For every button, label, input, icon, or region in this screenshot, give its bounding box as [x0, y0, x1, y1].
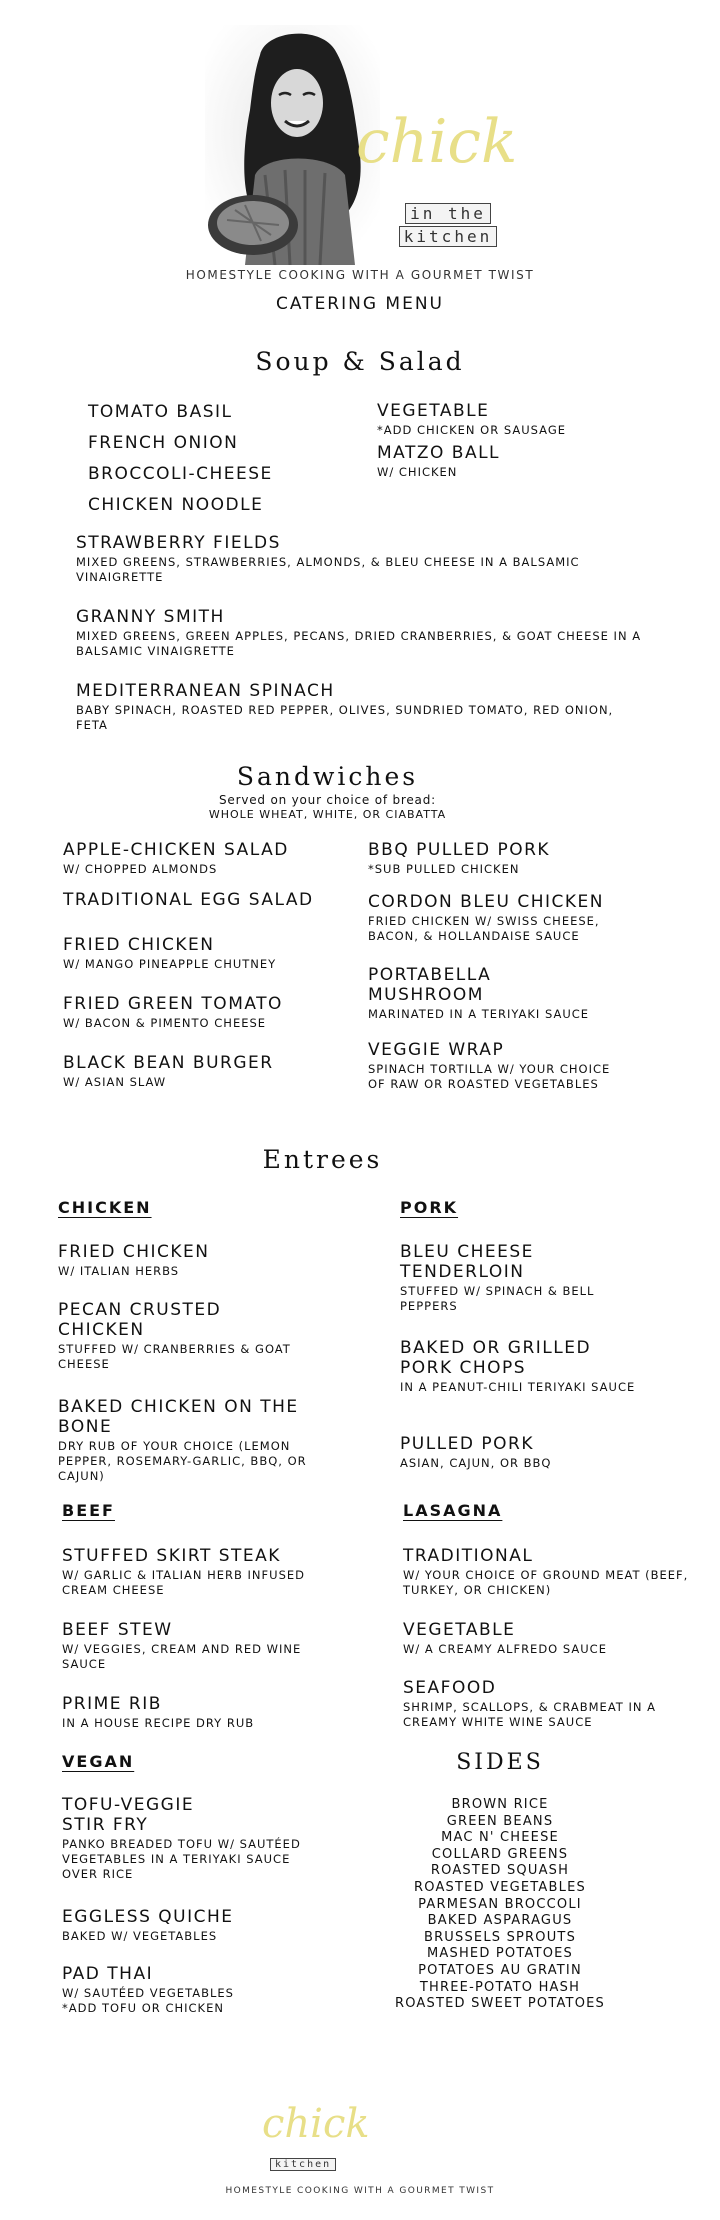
sandwich-item — [63, 1053, 353, 1090]
soup-matzo-name: MATZO BALL — [377, 443, 501, 463]
entree-desc: IN A HOUSE RECIPE DRY RUB — [62, 1716, 255, 1730]
sandwich-name: FRIED CHICKEN — [63, 935, 215, 955]
sides-list — [370, 1797, 630, 2013]
salad-name: STRAWBERRY FIELDS — [76, 533, 281, 553]
sandwich-desc: W/ MANGO PINEAPPLE CHUTNEY — [63, 957, 277, 971]
chicken-heading: CHICKEN — [58, 1198, 152, 1217]
sandwich-name: FRIED GREEN TOMATO — [63, 994, 283, 1014]
entree-name: SEAFOOD — [403, 1678, 497, 1698]
sandwich-name: BBQ PULLED PORK — [368, 840, 551, 860]
chef-photo — [205, 25, 380, 265]
entree-desc: ASIAN, CAJUN, OR BBQ — [400, 1456, 552, 1470]
sandwiches-title: Sandwiches — [236, 762, 419, 791]
side-item: ROASTED SQUASH — [430, 1863, 570, 1879]
entree-item — [62, 1546, 332, 1620]
entree-desc: W/ ITALIAN HERBS — [58, 1264, 180, 1278]
entree-desc: W/ A CREAMY ALFREDO SAUCE — [403, 1642, 607, 1656]
entree-desc: DRY RUB OF YOUR CHOICE (LEMON PEPPER, ROSEMARY-GARLIC, BBQ, OR CAJUN) — [58, 1439, 307, 1483]
logo-stamp-line2: kitchen — [399, 226, 497, 247]
side-item: GREEN BEANS — [446, 1813, 554, 1829]
entree-desc: W/ VEGGIES, CREAM AND RED WINE SAUCE — [62, 1642, 302, 1671]
salad-desc: MIXED GREENS, STRAWBERRIES, ALMONDS, & BLEU CHEESE IN A BALSAMIC VINAIGRETTE — [76, 555, 580, 584]
sandwich-desc: *SUB PULLED CHICKEN — [368, 862, 520, 876]
entree-name: STUFFED SKIRT STEAK — [62, 1546, 281, 1566]
side-item: MASHED POTATOES — [426, 1946, 574, 1962]
sandwich-name: VEGGIE WRAP — [368, 1040, 505, 1060]
soups-left-list — [88, 402, 273, 515]
logo-script-chick: chick — [356, 107, 518, 177]
entree-item — [62, 1907, 322, 1964]
entree-desc: IN A PEANUT-CHILI TERIYAKI SAUCE — [400, 1380, 636, 1394]
menu-title: CATERING MENU — [276, 294, 444, 314]
sandwiches-bread-options: WHOLE WHEAT, WHITE, OR CIABATTA — [208, 808, 447, 821]
entree-item — [403, 1546, 693, 1620]
entree-name: PRIME RIB — [62, 1694, 162, 1714]
side-item: BROWN RICE — [451, 1797, 549, 1812]
entree-item — [58, 1300, 318, 1397]
pork-list — [400, 1242, 670, 1471]
logo-stamp — [368, 203, 528, 247]
side-item: COLLARD GREENS — [431, 1846, 569, 1862]
sides-title: SIDES — [456, 1750, 544, 1775]
entree-name: BAKED OR GRILLED PORK CHOPS — [400, 1338, 592, 1378]
soup-vegetable — [377, 401, 566, 438]
entree-name: PULLED PORK — [400, 1434, 534, 1454]
entree-item — [58, 1397, 318, 1484]
entree-desc: BAKED W/ VEGETABLES — [62, 1929, 218, 1943]
entree-name: TOFU-VEGGIE STIR FRY — [62, 1795, 195, 1835]
chicken-list — [58, 1242, 318, 1484]
entree-desc: STUFFED W/ CRANBERRIES & GOAT CHEESE — [58, 1342, 291, 1371]
side-item: ROASTED VEGETABLES — [414, 1879, 586, 1895]
entree-name: VEGETABLE — [403, 1620, 516, 1640]
entree-item — [400, 1242, 670, 1338]
sandwich-desc: W/ ASIAN SLAW — [63, 1075, 167, 1089]
salad-mediterranean — [76, 681, 616, 733]
entree-name: BEEF STEW — [62, 1620, 173, 1640]
sandwich-item — [368, 840, 653, 892]
entree-item — [62, 1795, 322, 1907]
side-item: BAKED ASPARAGUS — [427, 1913, 573, 1929]
pork-heading: PORK — [400, 1198, 459, 1217]
entree-item — [62, 1694, 332, 1731]
sandwich-item — [63, 935, 353, 994]
sandwich-item — [63, 890, 353, 935]
sandwich-item — [368, 965, 653, 1040]
entree-item — [403, 1620, 693, 1678]
footer-logo-script: chick — [262, 2101, 370, 2147]
entree-desc: W/ GARLIC & ITALIAN HERB INFUSED CREAM CHEESE — [62, 1568, 305, 1597]
side-item: PARMESAN BROCCOLI — [418, 1896, 582, 1912]
soup-item: BROCCOLI-CHEESE — [88, 464, 273, 484]
header-tagline: HOMESTYLE COOKING WITH A GOURMET TWIST — [185, 268, 535, 282]
entree-item — [62, 1964, 322, 2016]
salad-granny-smith — [76, 607, 666, 659]
entree-name: EGGLESS QUICHE — [62, 1907, 234, 1927]
soup-matzo-desc: W/ CHICKEN — [377, 465, 458, 479]
beef-list — [62, 1546, 332, 1731]
sandwich-name: APPLE-CHICKEN SALAD — [63, 840, 289, 860]
entree-desc: SHRIMP, SCALLOPS, & CRABMEAT IN A CREAMY WHITE WINE SAUCE — [403, 1700, 656, 1729]
side-item: POTATOES AU GRATIN — [418, 1962, 582, 1978]
soup-item: TOMATO BASIL — [88, 402, 233, 422]
entree-name: PAD THAI — [62, 1964, 154, 1984]
side-item: BRUSSELS SPROUTS — [423, 1929, 577, 1945]
entree-name: BAKED CHICKEN ON THE BONE — [58, 1397, 299, 1437]
salad-name: GRANNY SMITH — [76, 607, 225, 627]
side-item: MAC N' CHEESE — [441, 1830, 559, 1846]
soup-vegetable-name: VEGETABLE — [377, 401, 490, 421]
sandwich-item — [63, 994, 353, 1053]
vegan-list — [62, 1795, 322, 2016]
sandwich-item — [63, 840, 353, 890]
entrees-title: Entrees — [262, 1145, 383, 1174]
logo-stamp-line1: in the — [405, 203, 491, 224]
entree-name: PECAN CRUSTED CHICKEN — [58, 1300, 222, 1340]
entree-item — [400, 1434, 670, 1471]
entree-desc: PANKO BREADED TOFU W/ SAUTÉED VEGETABLES IN A TERIYAKI SAUCE OVER RICE — [62, 1837, 301, 1881]
salad-name: MEDITERRANEAN SPINACH — [76, 681, 335, 701]
lasagna-heading: LASAGNA — [403, 1501, 503, 1520]
soup-matzo — [377, 443, 500, 480]
vegan-heading: VEGAN — [62, 1752, 135, 1771]
side-item: THREE-POTATO HASH — [419, 1979, 581, 1995]
entree-name: FRIED CHICKEN — [58, 1242, 210, 1262]
soup-vegetable-desc: *ADD CHICKEN OR SAUSAGE — [377, 423, 566, 437]
sandwiches-subtitle: Served on your choice of bread: — [219, 793, 436, 807]
lasagna-list — [403, 1546, 693, 1730]
entree-name: BLEU CHEESE TENDERLOIN — [400, 1242, 534, 1282]
side-item: ROASTED SWEET POTATOES — [394, 1996, 605, 2012]
sandwich-name: CORDON BLEU CHICKEN — [368, 892, 605, 912]
footer-tagline: HOMESTYLE COOKING WITH A GOURMET TWIST — [225, 2186, 495, 2196]
entree-item — [62, 1620, 332, 1694]
entree-desc: W/ SAUTÉED VEGETABLES *ADD TOFU OR CHICKEN — [62, 1986, 234, 2015]
soup-salad-title: Soup & Salad — [255, 347, 465, 376]
sandwich-right-col — [368, 840, 653, 1092]
footer-stamp-text: kitchen — [270, 2158, 336, 2171]
sandwich-name: TRADITIONAL EGG SALAD — [63, 890, 314, 910]
soup-item: FRENCH ONION — [88, 433, 239, 453]
sandwich-desc: MARINATED IN A TERIYAKI SAUCE — [368, 1007, 590, 1021]
entree-desc: W/ YOUR CHOICE OF GROUND MEAT (BEEF, TURKEY, OR CHICKEN) — [403, 1568, 689, 1597]
sandwich-desc: W/ BACON & PIMENTO CHEESE — [63, 1016, 267, 1030]
sandwich-left-col — [63, 840, 353, 1090]
salad-desc: BABY SPINACH, ROASTED RED PEPPER, OLIVES, SUNDRIED TOMATO, RED ONION, FETA — [76, 703, 614, 732]
sandwich-name: PORTABELLA MUSHROOM — [368, 965, 492, 1005]
sandwich-desc: W/ CHOPPED ALMONDS — [63, 862, 218, 876]
sandwich-item — [368, 1040, 653, 1092]
salad-strawberry — [76, 533, 646, 585]
sandwich-desc: SPINACH TORTILLA W/ YOUR CHOICE OF RAW OR ROASTED VEGETABLES — [368, 1062, 611, 1091]
soup-item: CHICKEN NOODLE — [88, 495, 264, 515]
entree-item — [400, 1338, 670, 1434]
sandwich-desc: FRIED CHICKEN W/ SWISS CHEESE, BACON, & HOLLANDAISE SAUCE — [368, 914, 600, 943]
salad-desc: MIXED GREENS, GREEN APPLES, PECANS, DRIED CRANBERRIES, & GOAT CHEESE IN A BALSAMIC VINAIGRETTE — [76, 629, 642, 658]
footer-logo-stamp — [270, 2152, 336, 2171]
beef-heading: BEEF — [62, 1501, 115, 1520]
sandwich-name: BLACK BEAN BURGER — [63, 1053, 274, 1073]
entree-item — [58, 1242, 318, 1300]
entree-item — [403, 1678, 693, 1730]
entree-desc: STUFFED W/ SPINACH & BELL PEPPERS — [400, 1284, 595, 1313]
sandwich-item — [368, 892, 653, 965]
entree-name: TRADITIONAL — [403, 1546, 534, 1566]
